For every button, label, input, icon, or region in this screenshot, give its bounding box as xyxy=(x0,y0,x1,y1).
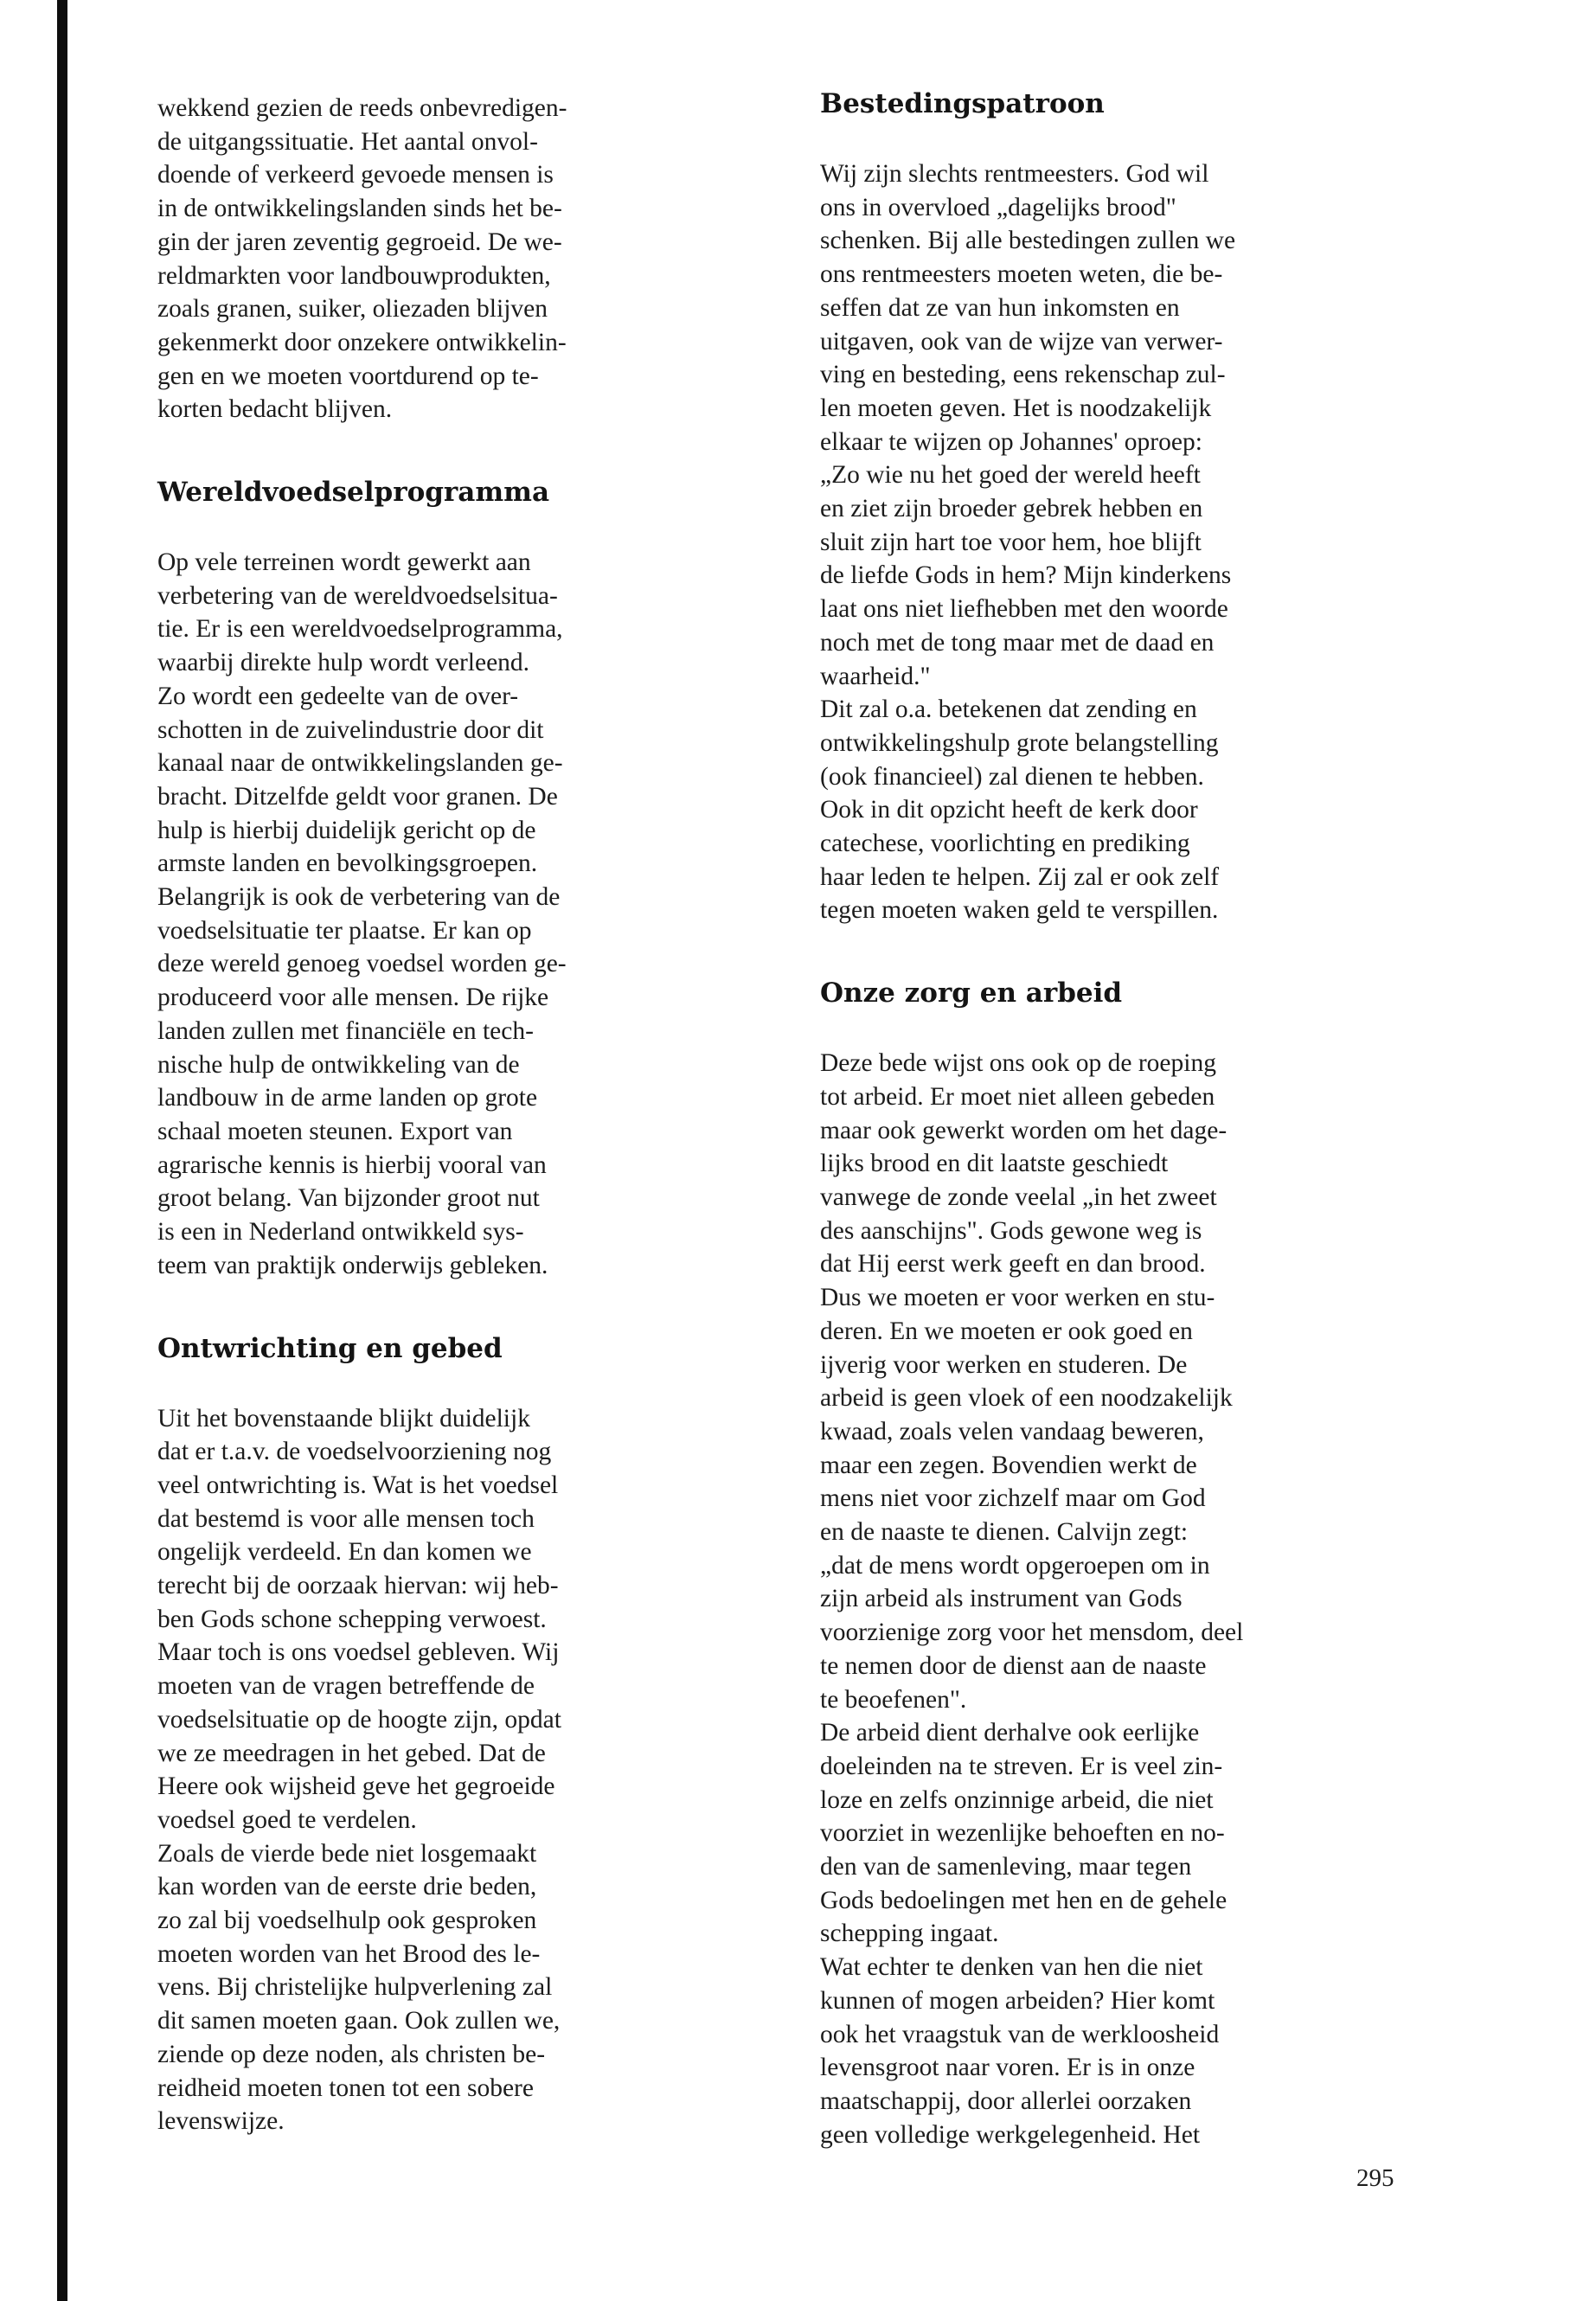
page-number: 295 xyxy=(1356,2164,1394,2192)
wereldvoedselprogramma-body: Op vele terreinen wordt gewerkt aan verbetering van de wereldvoedselsitua- tie. Er is een wereldvoedselprogramma, waarbij direkte hulp wordt verleend. Zo wordt een gedeelte van de over- schotten in de zuivelindustrie door dit kanaal naar de ontwikkelingslanden ge- bracht. Ditzelfde geldt voor granen. De hulp is hierbij duidelijk gericht op de armste landen en bevolkingsgroepen. Belangrijk is ook de verbetering van de voedselsituatie ter plaatse. Er kan op deze wereld genoeg voedsel worden ge- produceerd voor alle mensen. De rijke landen zullen met financiële en tech- nische hulp de ontwikkeling van de landbouw in de arme landen op grote schaal moeten steunen. Export van agrarische kennis is hierbij vooral van groot belang. Van bijzonder groot nut is een in Nederland ontwikkeld sys- teem van praktijk onderwijs gebleken. xyxy=(157,548,567,1279)
intro-paragraph: wekkend gezien de reeds onbevredigen- de uitgangssituatie. Het aantal onvol- doende of verkeerd gevoede mensen is in de ontwikkelingslanden sinds het be- gin der jaren zeventig gegroeid. De we- reldmarkten voor landbouwprodukten, zoals granen, suiker, oliezaden blijven gekenmerkt door onzekere ontwikkelin- gen en we moeten voortdurend op te- korten bedacht blijven. xyxy=(157,94,567,424)
heading-ontwrichting-en-gebed: Ontwrichting en gebed xyxy=(157,1332,503,1364)
ontwrichting-en-gebed-body: Uit het bovenstaande blijkt duidelijk dat er t.a.v. de voedselvoorziening nog veel ontwrichting is. Wat is het voedsel dat bestemd is voor alle mensen toch ongelijk verdeeld. En dan komen we terecht bij de oorzaak hiervan: wij heb- ben Gods schone schepping verwoest. Maar toch is ons voedsel gebleven. Wij moeten van de vragen betreffende de voedselsituatie op de hoogte zijn, opdat we ze meedragen in het gebed. Dat de Heere ook wijsheid geve het gegroeide voedsel goed te verdelen. Zoals de vierde bede niet losgemaakt kan worden van de eerste drie beden, zo zal bij voedselhulp ook gesproken moeten worden van het Brood des le- vens. Bij christelijke hulpverlening zal dit samen moeten gaan. Ook zullen we, ziende op deze noden, als christen be- reidheid moeten tonen tot een sobere levenswijze. xyxy=(157,1404,561,2136)
heading-wereldvoedselprogramma: Wereldvoedselprogramma xyxy=(157,477,550,509)
right-column xyxy=(820,87,1398,2151)
heading-onze-zorg-en-arbeid: Onze zorg en arbeid xyxy=(820,977,1123,1009)
heading-bestedingspatroon: Bestedingspatroon xyxy=(820,88,1105,119)
binding-edge xyxy=(57,0,67,2301)
bestedingspatroon-body: Wij zijn slechts rentmeesters. God wil ons in overvloed „dagelijks brood" schenken. Bij alle bestedingen zullen we ons rentmeesters moeten weten, die be- seffen dat ze van hun inkomsten en uitgaven, ook van de wijze van verwer- ving en besteding, eens rekenschap zul- len moeten geven. Het is noodzakelijk elkaar te wijzen op Johannes' oproep: „Zo wie nu het goed der wereld heeft en ziet zijn broeder gebrek hebben en sluit zijn hart toe voor hem, hoe blijft de liefde Gods in hem? Mijn kinderkens laat ons niet liefhebben met den woorde noch met de tong maar met de daad en waarheid." Dit zal o.a. betekenen dat zending en ontwikkelingshulp grote belangstelling (ook financieel) zal dienen te hebben. Ook in dit opzicht heeft de kerk door catechese, voorlichting en prediking haar leden te helpen. Zij zal er ook zelf tegen moeten waken geld te verspillen. xyxy=(820,160,1236,925)
left-column xyxy=(157,92,735,2138)
onze-zorg-en-arbeid-body: Deze bede wijst ons ook op de roeping tot arbeid. Er moet niet alleen gebeden maar ook gewerkt worden om het dage- lijks brood en dit laatste geschiedt vanwege de zonde veelal „in het zweet des aanschijns". Gods gewone weg is dat Hij eerst werk geeft en dan brood. Dus we moeten er voor werken en stu- deren. En we moeten er ook goed en ijverig voor werken en studeren. De arbeid is geen vloek of een noodzakelijk kwaad, zoals velen vandaag beweren, maar een zegen. Bovendien werkt de mens niet voor zichzelf maar om God en de naaste te dienen. Calvijn zegt: „dat de mens wordt opgeroepen om in zijn arbeid als instrument van Gods voorzienige zorg voor het mensdom, deel te nemen door de dienst aan de naaste te beoefenen". De arbeid dient derhalve ook eerlijke doeleinden na te streven. Er is veel zin- loze en zelfs onzinnige arbeid, die niet voorziet in wezenlijke behoeften en no- den van de samenleving, maar tegen Gods bedoelingen met hen en de gehele schepping ingaat. Wat echter te denken van hen die niet kunnen of mogen arbeiden? Hier komt ook het vraagstuk van de werkloosheid levensgroot naar voren. Er is in onze maatschappij, door allerlei oorzaken geen volledige werkgelegenheid. Het xyxy=(820,1049,1244,2149)
